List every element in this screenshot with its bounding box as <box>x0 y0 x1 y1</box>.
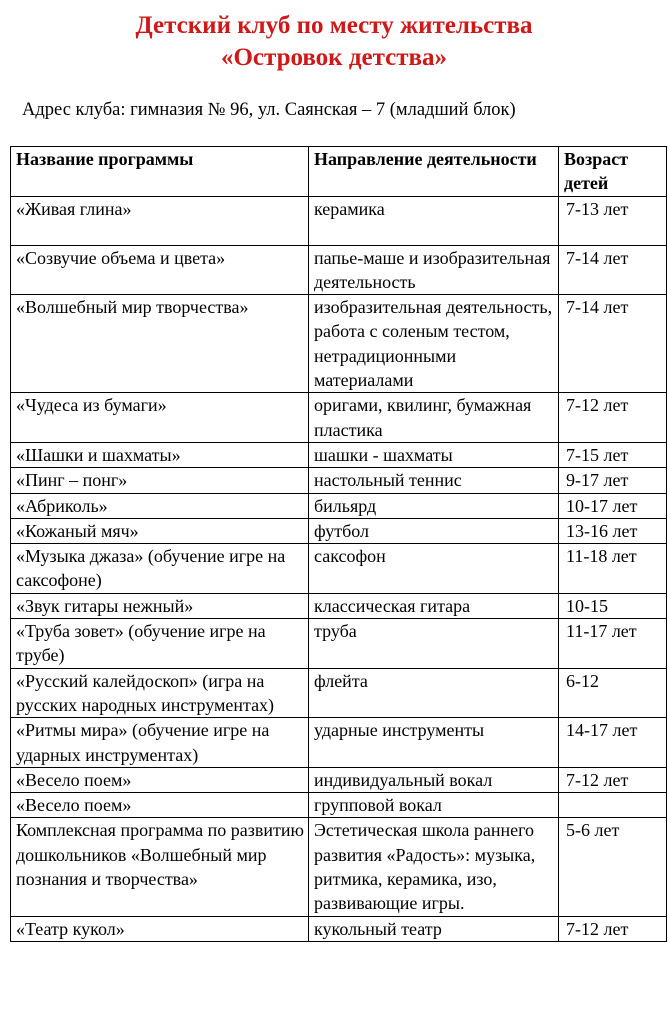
table-row <box>11 442 667 467</box>
direction-cell: изобразительная деятельность, работа с соленым тестом, нетрадиционными материалами <box>309 295 559 393</box>
title-line-1: Детский клуб по месту жительства <box>135 12 533 39</box>
table-row <box>11 518 667 543</box>
table-row <box>11 493 667 518</box>
table-row <box>11 393 667 443</box>
programs-table <box>10 146 667 942</box>
age-cell: 13-16 лет <box>559 518 667 543</box>
direction-cell: керамика <box>309 196 559 245</box>
direction-cell: шашки - шахматы <box>309 442 559 467</box>
column-header-program: Название программы <box>11 147 309 197</box>
program-name-cell: Комплексная программа по развитию дошкольников «Волшебный мир познания и творчества» <box>11 818 309 916</box>
direction-cell: ударные инструменты <box>309 718 559 768</box>
age-cell: 6-12 <box>559 668 667 718</box>
table-row <box>11 767 667 792</box>
program-name-cell: «Созвучие объема и цвета» <box>11 245 309 295</box>
direction-cell: труба <box>309 619 559 669</box>
age-cell: 11-17 лет <box>559 619 667 669</box>
table-row <box>11 818 667 916</box>
table-row <box>11 793 667 818</box>
table-row <box>11 668 667 718</box>
program-name-cell: «Труба зовет» (обучение игре на трубе) <box>11 619 309 669</box>
table-header-row <box>11 147 667 197</box>
program-name-cell: «Кожаный мяч» <box>11 518 309 543</box>
program-name-cell: «Пинг – понг» <box>11 468 309 493</box>
program-name-cell: «Театр кукол» <box>11 916 309 941</box>
age-cell: 10-17 лет <box>559 493 667 518</box>
age-cell: 7-12 лет <box>559 916 667 941</box>
direction-cell: кукольный театр <box>309 916 559 941</box>
age-cell: 7-15 лет <box>559 442 667 467</box>
program-name-cell: «Шашки и шахматы» <box>11 442 309 467</box>
program-name-cell: «Музыка джаза» (обучение игре на саксофоне) <box>11 544 309 594</box>
direction-cell: бильярд <box>309 493 559 518</box>
table-row <box>11 245 667 295</box>
club-address: Адрес клуба: гимназия № 96, ул. Саянская – 7 (младший блок) <box>22 100 516 120</box>
table-row <box>11 295 667 393</box>
age-cell: 7-12 лет <box>559 393 667 443</box>
table-row <box>11 718 667 768</box>
direction-cell: оригами, квилинг, бумажная пластика <box>309 393 559 443</box>
direction-cell: групповой вокал <box>309 793 559 818</box>
direction-cell: футбол <box>309 518 559 543</box>
age-cell: 10-15 <box>559 593 667 618</box>
age-cell: 14-17 лет <box>559 718 667 768</box>
direction-cell: саксофон <box>309 544 559 594</box>
table-row <box>11 544 667 594</box>
program-name-cell: «Волшебный мир творчества» <box>11 295 309 393</box>
program-name-cell: «Ритмы мира» (обучение игре на ударных инструментах) <box>11 718 309 768</box>
table-row <box>11 468 667 493</box>
program-name-cell: «Живая глина» <box>11 196 309 245</box>
program-name-cell: «Звук гитары нежный» <box>11 593 309 618</box>
column-header-direction: Направление деятельности <box>309 147 559 197</box>
age-cell: 5-6 лет <box>559 818 667 916</box>
table-row <box>11 593 667 618</box>
direction-cell: классическая гитара <box>309 593 559 618</box>
column-header-age: Возраст детей <box>559 147 667 197</box>
direction-cell: папье-маше и изобразительная деятельность <box>309 245 559 295</box>
program-name-cell: «Абриколь» <box>11 493 309 518</box>
program-name-cell: «Русский калейдоскоп» (игра на русских народных инструментах) <box>11 668 309 718</box>
direction-cell: флейта <box>309 668 559 718</box>
title-line-2: «Островок детства» <box>220 44 448 71</box>
age-cell: 11-18 лет <box>559 544 667 594</box>
direction-cell: настольный теннис <box>309 468 559 493</box>
age-cell: 9-17 лет <box>559 468 667 493</box>
age-cell <box>559 793 667 818</box>
age-cell: 7-14 лет <box>559 295 667 393</box>
program-name-cell: «Весело поем» <box>11 793 309 818</box>
table-row <box>11 196 667 245</box>
table-row <box>11 619 667 669</box>
direction-cell: индивидуальный вокал <box>309 767 559 792</box>
age-cell: 7-14 лет <box>559 245 667 295</box>
age-cell: 7-13 лет <box>559 196 667 245</box>
program-name-cell: «Чудеса из бумаги» <box>11 393 309 443</box>
page-title <box>0 10 668 74</box>
direction-cell: Эстетическая школа раннего развития «Радость»: музыка, ритмика, керамика, изо, развивающие игры. <box>309 818 559 916</box>
age-cell: 7-12 лет <box>559 767 667 792</box>
program-name-cell: «Весело поем» <box>11 767 309 792</box>
table-row <box>11 916 667 941</box>
